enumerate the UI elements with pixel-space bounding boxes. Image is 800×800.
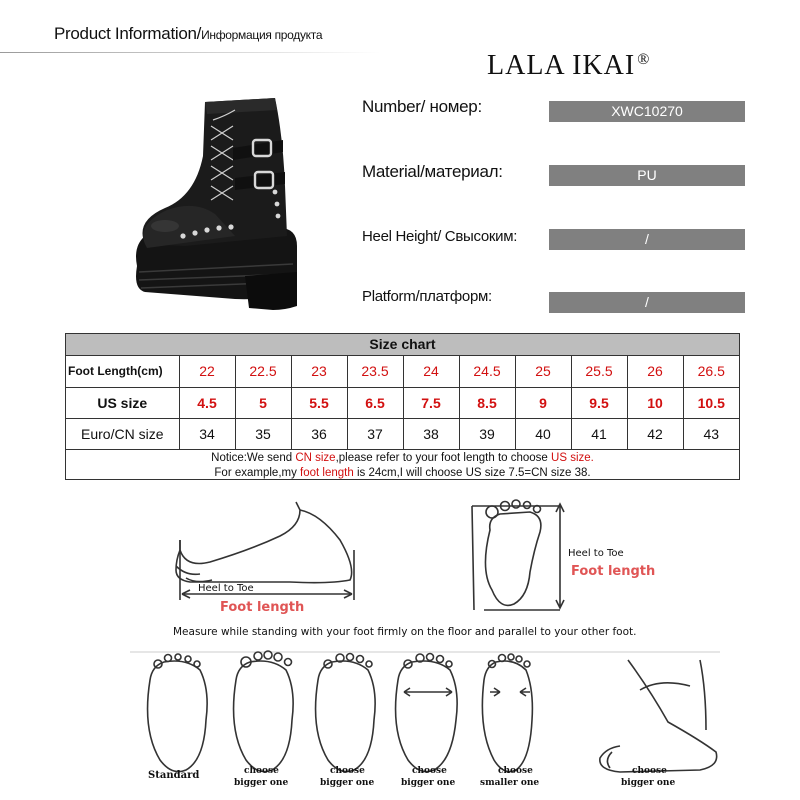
euro-size-cell: 38 xyxy=(403,418,459,449)
side-heel-to-toe-label: Heel to Toe xyxy=(198,583,254,594)
sole-foot-length-label: Foot length xyxy=(571,564,656,579)
foot-length-cell: 22 xyxy=(179,356,235,387)
title-en: Product Information/ xyxy=(54,24,202,43)
foot-type-sublabel: bigger one xyxy=(401,778,456,788)
euro-size-cell: 42 xyxy=(627,418,683,449)
size-notice xyxy=(66,450,739,481)
euro-size-row xyxy=(66,418,739,449)
us-size-cell: 6.5 xyxy=(347,387,403,418)
size-chart-title: Size chart xyxy=(66,334,739,356)
us-size-cell: 9 xyxy=(515,387,571,418)
spec-heel-height-label: Heel Height/ Свысоким: xyxy=(362,228,518,245)
narrow-foot-icon xyxy=(482,654,532,772)
foot-length-header: Foot Length(cm) xyxy=(66,356,179,387)
title-ru: Информация продукта xyxy=(201,28,323,42)
euro-size-cell: 36 xyxy=(291,418,347,449)
spec-number-label: Number/ номер: xyxy=(362,97,482,116)
spec-material-value: PU xyxy=(549,165,745,186)
header-underline xyxy=(0,52,380,53)
euro-size-cell: 41 xyxy=(571,418,627,449)
spec-material-label: Material/материал: xyxy=(362,162,503,181)
euro-size-header: Euro/CN size xyxy=(66,418,179,449)
foot-length-cell: 26 xyxy=(627,356,683,387)
euro-size-cell: 35 xyxy=(235,418,291,449)
foot-length-cell: 23 xyxy=(291,356,347,387)
measure-instruction: Measure while standing with your foot firmly on the floor and parallel to your other foot. xyxy=(173,626,637,638)
size-chart-table xyxy=(66,356,739,450)
foot-length-row xyxy=(66,356,739,387)
foot-type-sublabel: bigger one xyxy=(234,778,289,788)
spec-platform-label: Platform/платформ: xyxy=(362,288,492,305)
brand-logo xyxy=(487,50,650,82)
foot-type-label: Standard xyxy=(148,770,200,781)
notice-highlight: CN size xyxy=(295,451,336,464)
euro-size-cell: 34 xyxy=(179,418,235,449)
spec-platform-value: / xyxy=(549,292,745,313)
foot-type-label: choose xyxy=(632,766,667,776)
foot-length-cell: 24 xyxy=(403,356,459,387)
foot-length-cell: 26.5 xyxy=(683,356,739,387)
us-size-cell: 8.5 xyxy=(459,387,515,418)
foot-type-label: choose xyxy=(498,766,533,776)
notice-text: is 24cm,I will choose US size 7.5=CN size 38. xyxy=(353,466,591,479)
notice-text: For example,my xyxy=(214,466,301,479)
brand-name: LALA IKAI xyxy=(487,50,636,81)
standard-foot-icon xyxy=(148,654,208,772)
euro-size-cell: 37 xyxy=(347,418,403,449)
us-size-cell: 9.5 xyxy=(571,387,627,418)
notice-highlight: foot length xyxy=(300,466,354,479)
us-size-header: US size xyxy=(66,387,179,418)
spec-number-value: XWC10270 xyxy=(549,101,745,122)
side-foot-outline-icon xyxy=(176,502,352,583)
wide-toe-foot-icon xyxy=(234,651,294,772)
foot-length-cell: 25 xyxy=(515,356,571,387)
foot-type-label: choose xyxy=(330,766,365,776)
foot-type-sublabel: bigger one xyxy=(320,778,375,788)
notice-text: ,please refer to your foot length to choose xyxy=(335,451,552,464)
us-size-row xyxy=(66,387,739,418)
foot-type-sublabel: smaller one xyxy=(480,778,540,788)
us-size-cell: 4.5 xyxy=(179,387,235,418)
foot-length-cell: 24.5 xyxy=(459,356,515,387)
page-title xyxy=(54,24,322,44)
euro-size-cell: 40 xyxy=(515,418,571,449)
platform-boot-image xyxy=(125,96,305,321)
wide-foot-icon xyxy=(396,654,458,772)
foot-length-cell: 25.5 xyxy=(571,356,627,387)
foot-type-label: choose xyxy=(244,766,279,776)
us-size-cell: 5.5 xyxy=(291,387,347,418)
foot-length-cell: 23.5 xyxy=(347,356,403,387)
notice-text: Notice:We send xyxy=(211,451,296,464)
size-chart xyxy=(65,333,740,480)
us-size-cell: 5 xyxy=(235,387,291,418)
registered-mark: ® xyxy=(637,51,651,68)
side-foot-length-label: Foot length xyxy=(220,600,305,615)
sole-foot-outline-icon xyxy=(485,512,540,605)
high-instep-foot-icon xyxy=(600,660,717,772)
foot-type-sublabel: bigger one xyxy=(621,778,676,788)
us-size-cell: 10 xyxy=(627,387,683,418)
sole-heel-to-toe-label: Heel to Toe xyxy=(568,548,624,559)
spec-heel-height-value: / xyxy=(549,229,745,250)
notice-line-2 xyxy=(66,466,739,481)
high-arch-foot-icon xyxy=(316,654,376,772)
measure-guide xyxy=(0,490,800,800)
us-size-cell: 7.5 xyxy=(403,387,459,418)
euro-size-cell: 43 xyxy=(683,418,739,449)
euro-size-cell: 39 xyxy=(459,418,515,449)
measure-guide-drawings xyxy=(0,490,800,800)
notice-line-1 xyxy=(66,451,739,466)
foot-type-label: choose xyxy=(412,766,447,776)
foot-length-cell: 22.5 xyxy=(235,356,291,387)
us-size-cell: 10.5 xyxy=(683,387,739,418)
notice-highlight: US size. xyxy=(551,451,594,464)
